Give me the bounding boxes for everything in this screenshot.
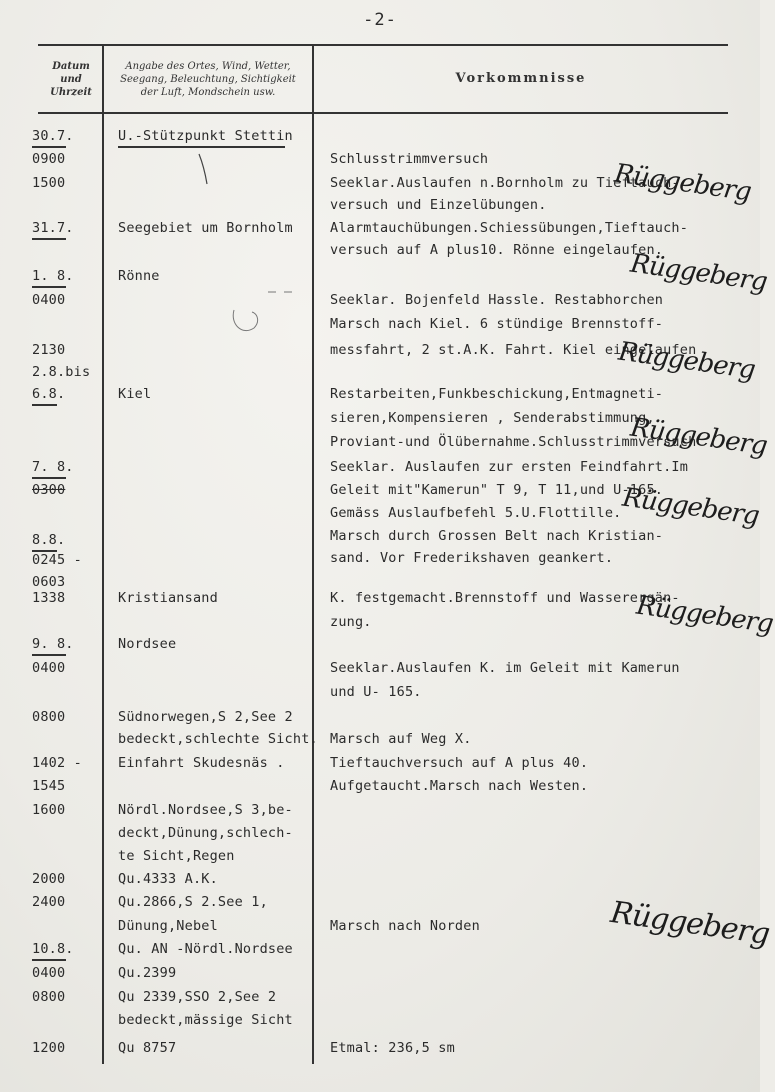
pen-mark: [228, 284, 308, 344]
weather-entry: Südnorwegen,S 2,See 2: [118, 709, 293, 725]
time-entry: 2400: [32, 894, 66, 910]
time-entry: 0245 -: [32, 552, 82, 568]
weather-entry: te Sicht,Regen: [118, 848, 235, 864]
event-entry: Seeklar. Auslaufen zur ersten Feindfahrt.Im: [330, 459, 689, 475]
event-entry: Aufgetaucht.Marsch nach Westen.: [330, 778, 589, 794]
position-entry: Qu.2399: [118, 965, 177, 981]
time-entry: 1402 -: [32, 755, 82, 771]
event-entry: Schlusstrimmversuch: [330, 151, 489, 167]
date-entry: 1. 8.: [32, 268, 74, 284]
time-entry: 0800: [32, 709, 66, 725]
time-entry: 0900: [32, 151, 66, 167]
event-entry: Marsch durch Grossen Belt nach Kristian-: [330, 528, 664, 544]
event-entry: sand. Vor Frederikshaven geankert.: [330, 550, 614, 566]
time-entry: 1545: [32, 778, 66, 794]
event-entry: zung.: [330, 614, 372, 630]
time-entry: 1338: [32, 590, 66, 606]
time-entry: 0400: [32, 660, 66, 676]
place-entry: Nordsee: [118, 636, 177, 652]
event-entry: Seeklar. Bojenfeld Hassle. Restabhorchen: [330, 292, 664, 308]
event-entry: Marsch nach Norden: [330, 918, 480, 934]
event-entry: Proviant-und Ölübernahme.Schlusstrimmversuch: [330, 434, 697, 450]
place-entry: U.-Stützpunkt Stettin: [118, 128, 293, 144]
date-entry: 2.8.bis: [32, 364, 91, 380]
column-divider-1: [102, 44, 104, 1064]
column-divider-2: [312, 44, 314, 1064]
weather-entry: bedeckt,schlechte Sicht.: [118, 731, 318, 747]
weather-entry: Dünung,Nebel: [118, 918, 218, 934]
time-entry: 0400: [32, 292, 66, 308]
date-entry: 31.7.: [32, 220, 74, 236]
position-entry: Qu 8757: [118, 1040, 177, 1056]
handwritten-signature: Rüggeberg: [608, 895, 772, 952]
position-entry: Qu.4333 A.K.: [118, 871, 218, 887]
date-entry: 7. 8.: [32, 459, 74, 475]
place-entry: Kiel: [118, 386, 152, 402]
date-entry: 6.8.: [32, 386, 66, 402]
position-entry: Qu. AN -Nördl.Nordsee: [118, 941, 293, 957]
place-entry: Kristiansand: [118, 590, 218, 606]
time-entry: 2000: [32, 871, 66, 887]
header-place-weather: Angabe des Ortes, Wind, Wetter, Seegang, Beleuchtung, Sichtigkeit der Luft, Mondschein usw.: [120, 61, 296, 98]
weather-entry: Qu 2339,SSO 2,See 2: [118, 989, 277, 1005]
handwritten-signature: Rüggeberg: [616, 336, 757, 386]
place-entry: Einfahrt Skudesnäs .: [118, 755, 285, 771]
event-entry: Seeklar.Auslaufen n.Bornholm zu Tieftauch-: [330, 175, 680, 191]
date-entry: 10.8.: [32, 941, 74, 957]
daily-distance: Etmal: 236,5 sm: [330, 1040, 455, 1056]
event-entry: und U- 165.: [330, 684, 422, 700]
event-entry: Marsch auf Weg X.: [330, 731, 472, 747]
header-date-time: Datum und Uhrzeit: [50, 61, 92, 98]
handwritten-signature: Rüggeberg: [620, 482, 761, 532]
time-entry: 0300: [32, 482, 66, 498]
header-bottom-rule: [38, 112, 728, 114]
place-entry: Seegebiet um Bornholm: [118, 220, 293, 236]
weather-entry: deckt,Dünung,schlech-: [118, 825, 293, 841]
time-entry: 1600: [32, 802, 66, 818]
event-entry: Tieftauchversuch auf A plus 40.: [330, 755, 589, 771]
event-entry: versuch und Einzelübungen.: [330, 197, 547, 213]
date-entry: 8.8.: [32, 532, 66, 548]
handwritten-signature: Rüggeberg: [612, 158, 753, 208]
event-entry: Alarmtauchübungen.Schiessübungen,Tieftauch-: [330, 220, 689, 236]
time-entry: 0603: [32, 574, 66, 590]
event-entry: K. festgemacht.Brennstoff und Wasserergän-: [330, 590, 680, 606]
handwritten-signature: Rüggeberg: [628, 248, 769, 298]
event-entry: sieren,Kompensieren , Senderabstimmung,: [330, 410, 655, 426]
time-entry: 2130: [32, 342, 66, 358]
weather-entry: Qu.2866,S 2.See 1,: [118, 894, 268, 910]
header-events: Vorkommnisse: [455, 71, 587, 86]
event-entry: versuch auf A plus10. Rönne eingelaufen.: [330, 242, 664, 258]
time-entry: 0800: [32, 989, 66, 1005]
date-entry: 9. 8.: [32, 636, 74, 652]
event-entry: Restarbeiten,Funkbeschickung,Entmagneti-: [330, 386, 664, 402]
table-top-rule: [38, 44, 728, 46]
event-entry: Geleit mit"Kamerun" T 9, T 11,und U-165.: [330, 482, 664, 498]
time-entry: 1200: [32, 1040, 66, 1056]
time-entry: 1500: [32, 175, 66, 191]
handwritten-signature: Rüggeberg: [628, 412, 769, 462]
date-entry: 30.7.: [32, 128, 74, 144]
time-entry: 0400: [32, 965, 66, 981]
event-entry: Marsch nach Kiel. 6 stündige Brennstoff-: [330, 316, 664, 332]
event-entry: messfahrt, 2 st.A.K. Fahrt. Kiel eingelaufen: [330, 342, 697, 358]
event-entry: Seeklar.Auslaufen K. im Geleit mit Kamerun: [330, 660, 680, 676]
weather-entry: bedeckt,mässige Sicht: [118, 1012, 293, 1028]
page-number: -2-: [363, 10, 397, 30]
place-entry: Rönne: [118, 268, 160, 284]
weather-entry: Nördl.Nordsee,S 3,be-: [118, 802, 293, 818]
event-entry: Gemäss Auslaufbefehl 5.U.Flottille.: [330, 505, 622, 521]
handwritten-signature: Rüggeberg: [634, 590, 775, 640]
pen-mark: [195, 150, 219, 190]
